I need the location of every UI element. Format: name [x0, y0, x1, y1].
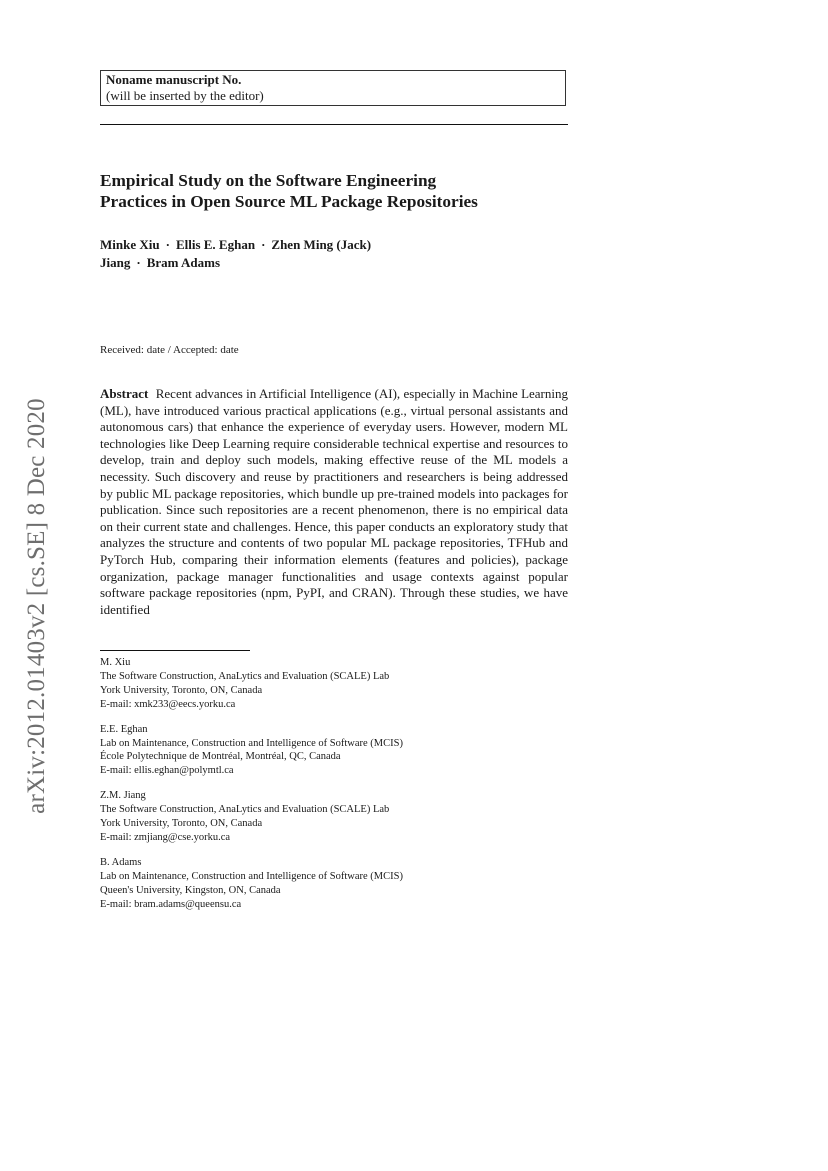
author-separator: ·: [261, 237, 266, 252]
manuscript-number-label: Noname manuscript No.: [106, 72, 242, 87]
title-line-2: Practices in Open Source ML Package Repositories: [100, 192, 478, 211]
affiliation-lab: Lab on Maintenance, Construction and Intelligence of Software (MCIS): [100, 870, 403, 882]
affiliation-block: [100, 723, 570, 779]
author-name: Bram Adams: [146, 255, 220, 270]
affiliation-email: E-mail: bram.adams@queensu.ca: [100, 898, 242, 910]
arxiv-identifier: arXiv:2012.01403v2 [cs.SE] 8 Dec 2020: [23, 398, 51, 814]
abstract-heading: Abstract: [100, 386, 149, 401]
author-separator: ·: [136, 255, 141, 270]
abstract-text: Recent advances in Artificial Intelligence (AI), especially in Machine Learning (ML), have introduced various practical applications (e.g., virtual personal assistants and autonomous cars) that enhance the experience of everyday users. However, modern ML technologies like Deep Learning require considerable technical expertise and resources to develop, train and deploy such models, making effective reuse of the ML models a necessity. Such discovery and reuse by practitioners and researchers is being addressed by public ML package repositories, which bundle up pre-trained models into packages for publication. Since such repositories are a recent phenomenon, there is no empirical data on their current state and challenges. Hence, this paper conducts an exploratory study that analyzes the structure and contents of two popular ML package repositories, TFHub and PyTorch Hub, comparing their information elements (features and policies), package organization, package manager functionalities and usage contexts against popular software package repositories (npm, PyPI, and CRAN). Through these studies, we have identified: [100, 386, 569, 617]
arxiv-side-stamp: [12, 372, 62, 840]
author-name: Ellis E. Eghan: [175, 237, 256, 252]
affiliation-author: B. Adams: [100, 856, 142, 868]
affiliation-institution: École Polytechnique de Montréal, Montréal, QC, Canada: [100, 751, 341, 763]
affiliation-lab: The Software Construction, AnaLytics and Evaluation (SCALE) Lab: [100, 670, 390, 682]
author-list: [100, 236, 430, 272]
affiliation-lab: Lab on Maintenance, Construction and Intelligence of Software (MCIS): [100, 737, 403, 749]
author-name: Minke Xiu: [100, 237, 160, 252]
affiliation-author: E.E. Eghan: [100, 723, 148, 735]
title-line-1: Empirical Study on the Software Engineering: [100, 171, 437, 190]
affiliation-email: E-mail: ellis.eghan@polymtl.ca: [100, 765, 234, 777]
affiliation-block: [100, 856, 570, 912]
received-accepted-dates: Received: date / Accepted: date: [100, 344, 239, 356]
affiliation-author: Z.M. Jiang: [100, 790, 146, 802]
affiliation-institution: York University, Toronto, ON, Canada: [100, 684, 263, 696]
affiliations: [100, 656, 570, 923]
author-separator: ·: [165, 237, 170, 252]
affiliation-block: [100, 656, 570, 712]
affiliation-lab: The Software Construction, AnaLytics and Evaluation (SCALE) Lab: [100, 804, 390, 816]
editor-note: (will be inserted by the editor): [106, 88, 264, 103]
header-rule: [100, 124, 568, 125]
author-name: Zhen Ming (Jack) Jiang: [100, 237, 372, 270]
affiliation-block: [100, 789, 570, 845]
affiliation-email: E-mail: zmjiang@cse.yorku.ca: [100, 831, 231, 843]
affiliation-institution: York University, Toronto, ON, Canada: [100, 818, 263, 830]
abstract: [100, 386, 568, 618]
paper-title: [100, 170, 590, 212]
footnote-rule: [100, 650, 250, 651]
manuscript-number-box: [100, 70, 566, 106]
affiliation-institution: Queen's University, Kingston, ON, Canada: [100, 884, 281, 896]
affiliation-author: M. Xiu: [100, 657, 131, 668]
affiliation-email: E-mail: xmk233@eecs.yorku.ca: [100, 698, 236, 710]
